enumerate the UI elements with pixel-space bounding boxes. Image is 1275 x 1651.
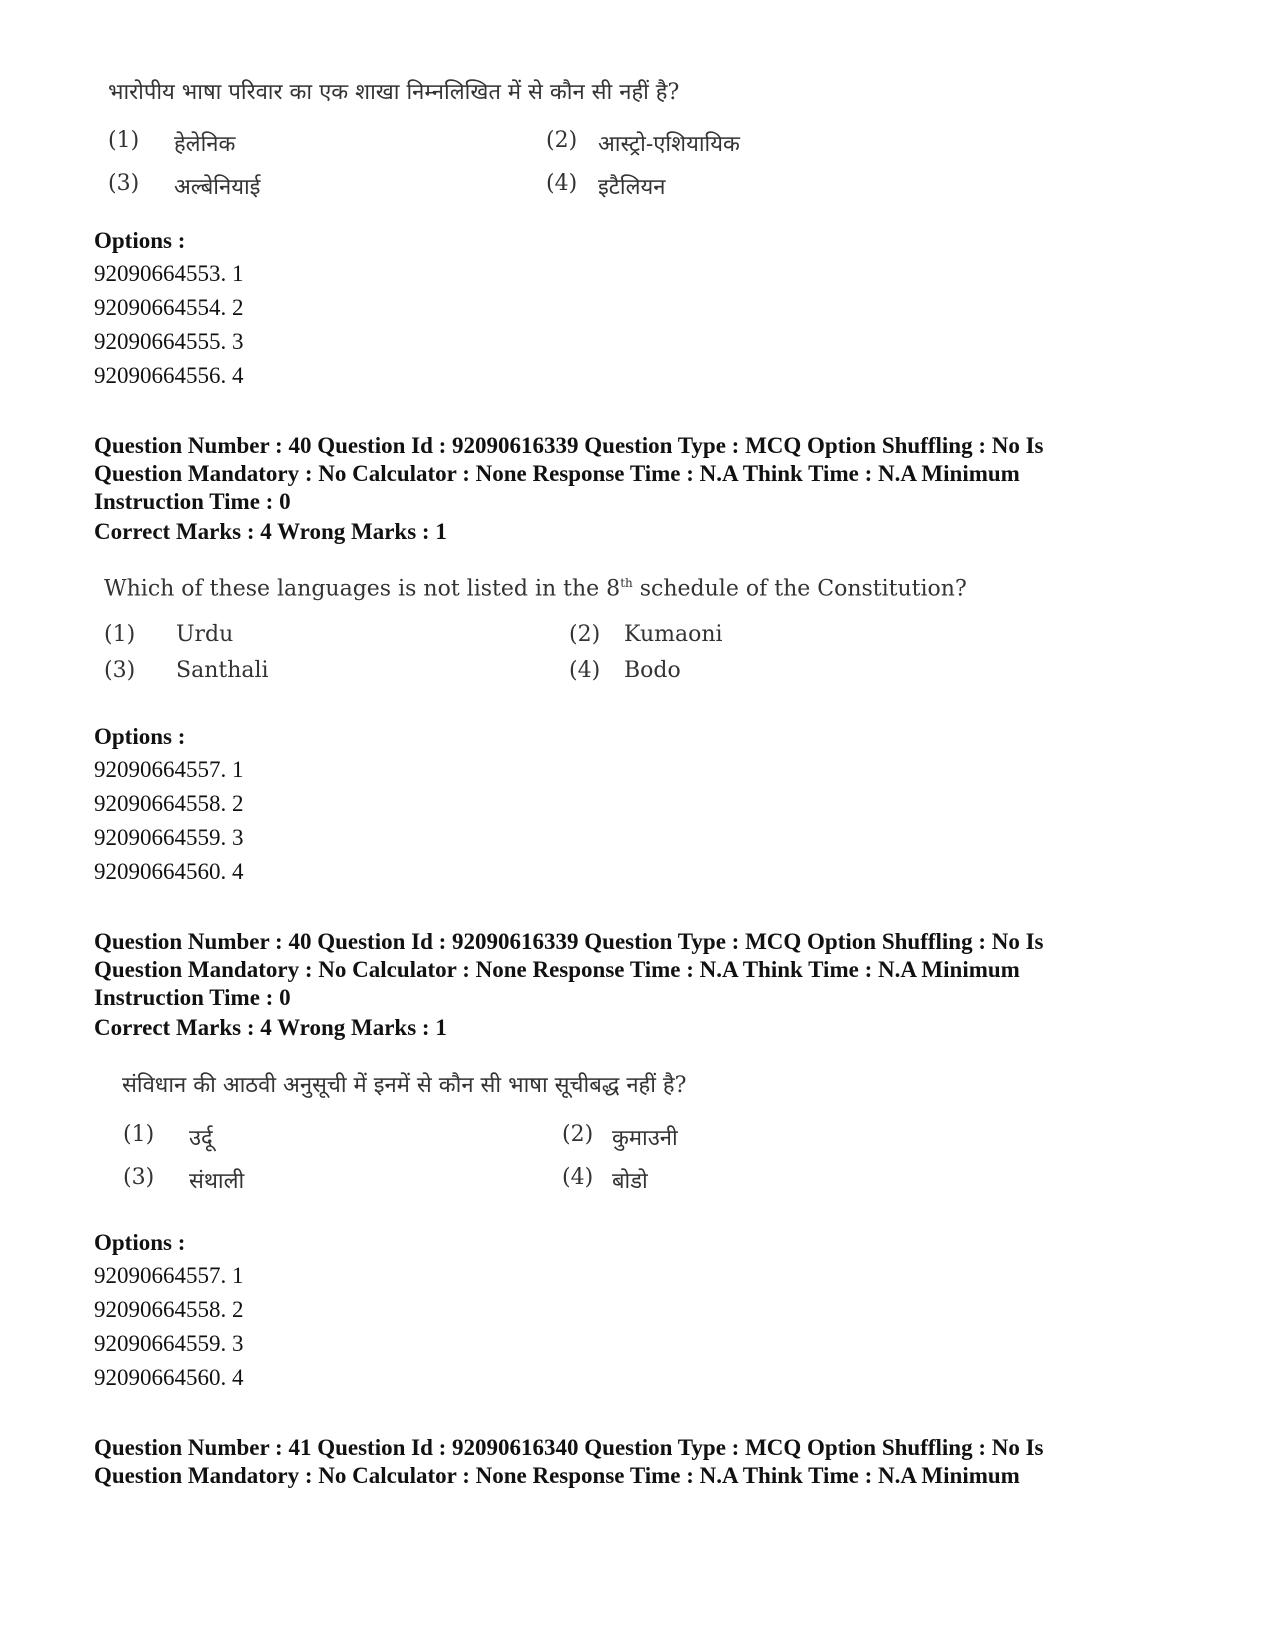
options-heading: Options :	[94, 228, 186, 253]
choice-number: (2)	[562, 1122, 594, 1147]
option-item: 92090664558. 2	[94, 791, 244, 816]
choice-number: (2)	[569, 622, 601, 647]
options-heading: Options :	[94, 1230, 186, 1255]
option-item: 92090664557. 1	[94, 1263, 244, 1288]
option-item: 92090664559. 3	[94, 1331, 244, 1356]
choice-text: हेलेनिक	[174, 132, 236, 157]
question-superscript: th	[620, 576, 633, 590]
meta-line: Question Number : 40 Question Id : 92090616339 Question Type : MCQ Option Shuffling : No Is	[94, 433, 1044, 458]
choice-number: (1)	[108, 128, 140, 153]
choice-text: इटैलियन	[598, 175, 666, 200]
options-list	[94, 753, 244, 889]
option-item: 92090664557. 1	[94, 757, 244, 782]
meta-line: Instruction Time : 0	[94, 985, 291, 1010]
choice-text: आस्ट्रो-एशियायिक	[598, 132, 740, 157]
meta-line: Question Mandatory : No Calculator : None Response Time : N.A Think Time : N.A Minimum	[94, 461, 1020, 486]
choice-text: कुमाउनी	[612, 1126, 678, 1151]
choice-text: अल्बेनियाई	[174, 175, 261, 200]
option-item: 92090664560. 4	[94, 859, 244, 884]
choice-number: (1)	[104, 622, 136, 647]
choice-number: (3)	[104, 658, 136, 683]
question-text: भारोपीय भाषा परिवार का एक शाखा निम्नलिखित में से कौन सी नहीं है?	[108, 80, 680, 105]
options-list	[94, 1259, 244, 1395]
question-meta	[94, 432, 1194, 516]
option-item: 92090664554. 2	[94, 295, 244, 320]
choice-text: उर्दू	[189, 1126, 213, 1151]
choice-number: (4)	[546, 171, 578, 196]
question-text	[104, 576, 967, 601]
choice-text: बोडो	[612, 1169, 648, 1194]
option-item: 92090664553. 1	[94, 261, 244, 286]
meta-line: Question Number : 40 Question Id : 92090616339 Question Type : MCQ Option Shuffling : No Is	[94, 929, 1044, 954]
option-item: 92090664559. 3	[94, 825, 244, 850]
choice-number: (1)	[123, 1122, 155, 1147]
choice-number: (2)	[546, 128, 578, 153]
choice-number: (4)	[569, 658, 601, 683]
choice-text: Santhali	[176, 658, 269, 683]
meta-line: Question Number : 41 Question Id : 92090616340 Question Type : MCQ Option Shuffling : No Is	[94, 1435, 1044, 1460]
choice-number: (3)	[123, 1165, 155, 1190]
choice-text: Bodo	[624, 658, 681, 683]
option-item: 92090664556. 4	[94, 363, 244, 388]
option-item: 92090664558. 2	[94, 1297, 244, 1322]
question-meta	[94, 928, 1194, 1012]
question-text-part: schedule of the Constitution?	[632, 576, 967, 602]
meta-line: Question Mandatory : No Calculator : None Response Time : N.A Think Time : N.A Minimum	[94, 1463, 1020, 1488]
meta-line: Question Mandatory : No Calculator : None Response Time : N.A Think Time : N.A Minimum	[94, 957, 1020, 982]
choice-number: (3)	[108, 171, 140, 196]
choice-number: (4)	[562, 1165, 594, 1190]
marks-line: Correct Marks : 4 Wrong Marks : 1	[94, 1015, 447, 1040]
choice-text: संथाली	[189, 1169, 245, 1194]
question-meta	[94, 1434, 1194, 1490]
option-item: 92090664560. 4	[94, 1365, 244, 1390]
choice-text: Kumaoni	[624, 622, 723, 647]
options-heading: Options :	[94, 724, 186, 749]
choice-text: Urdu	[176, 622, 234, 647]
question-text-part: Which of these languages is not listed in the 8	[104, 576, 621, 602]
option-item: 92090664555. 3	[94, 329, 244, 354]
question-text: संविधान की आठवी अनुसूची में इनमें से कौन सी भाषा सूचीबद्ध नहीं है?	[122, 1073, 687, 1098]
options-list	[94, 257, 244, 393]
marks-line: Correct Marks : 4 Wrong Marks : 1	[94, 519, 447, 544]
meta-line: Instruction Time : 0	[94, 489, 291, 514]
